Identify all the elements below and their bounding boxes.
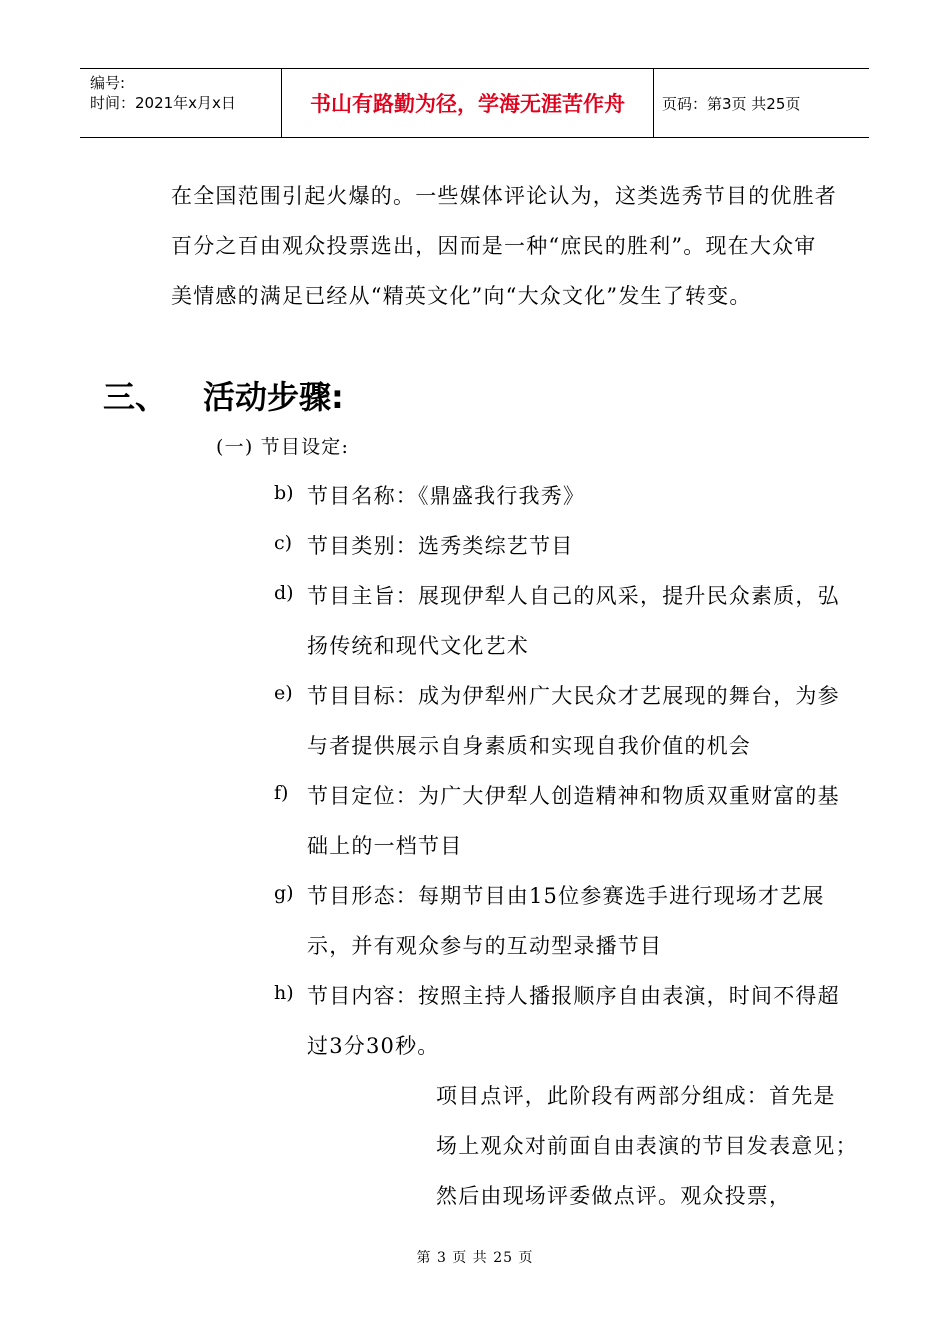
- section-number: 三、: [103, 378, 168, 416]
- item-text-continued: 扬传统和现代文化艺术: [307, 634, 529, 658]
- item-text-continued: 过3分30秒。: [307, 1034, 440, 1058]
- review-line: 场上观众对前面自由表演的节目发表意见；: [436, 1134, 858, 1158]
- item-text: 节目内容：按照主持人播报顺序自由表演，时间不得超: [307, 984, 840, 1008]
- section-title: 活动步骤:: [203, 378, 344, 416]
- item-text: 节目主旨：展现伊犁人自己的风采，提升民众素质，弘: [307, 584, 840, 608]
- header-table: [80, 68, 869, 138]
- item-text-continued: 与者提供展示自身素质和实现自我价值的机会: [307, 734, 751, 758]
- number-label: 编号:: [90, 74, 126, 92]
- item-letter: d): [274, 582, 294, 604]
- item-text: 节目目标：成为伊犁州广大民众才艺展现的舞台，为参: [307, 684, 840, 708]
- header-motto: 书山有路勤为径，学海无涯苦作舟: [310, 92, 625, 116]
- item-letter: h): [274, 982, 294, 1004]
- page-footer: 第 3 页 共 25 页: [416, 1250, 534, 1266]
- item-letter: b): [274, 482, 294, 504]
- header-divider: [653, 69, 654, 137]
- item-text: 节目定位：为广大伊犁人创造精神和物质双重财富的基: [307, 784, 840, 808]
- header-page-info: 页码：第3页 共25页: [662, 94, 801, 113]
- item-text: 节目形态：每期节目由15位参赛选手进行现场才艺展: [307, 884, 825, 908]
- item-text-continued: 示，并有观众参与的互动型录播节目: [307, 934, 663, 958]
- item-letter: e): [274, 682, 293, 704]
- review-line: 项目点评，此阶段有两部分组成：首先是: [436, 1084, 836, 1108]
- header-meta: [90, 73, 280, 113]
- item-letter: g): [274, 882, 294, 904]
- review-line: 然后由现场评委做点评。观众投票，: [436, 1184, 792, 1208]
- intro-line: 在全国范围引起火爆的。一些媒体评论认为，这类选秀节目的优胜者: [171, 184, 837, 208]
- intro-line: 百分之百由观众投票选出，因而是一种“庶民的胜利”。现在大众审: [171, 234, 817, 258]
- item-letter: f): [274, 782, 289, 804]
- time-label: 时间：2021年x月x日: [90, 94, 236, 112]
- item-text: 节目名称：《鼎盛我行我秀》: [307, 484, 586, 508]
- item-letter: c): [274, 532, 293, 554]
- intro-line: 美情感的满足已经从“精英文化”向“大众文化”发生了转变。: [171, 284, 752, 308]
- item-text: 节目类别：选秀类综艺节目: [307, 534, 574, 558]
- subsection-heading: (一) 节目设定:: [216, 436, 350, 458]
- item-text-continued: 础上的一档节目: [307, 834, 463, 858]
